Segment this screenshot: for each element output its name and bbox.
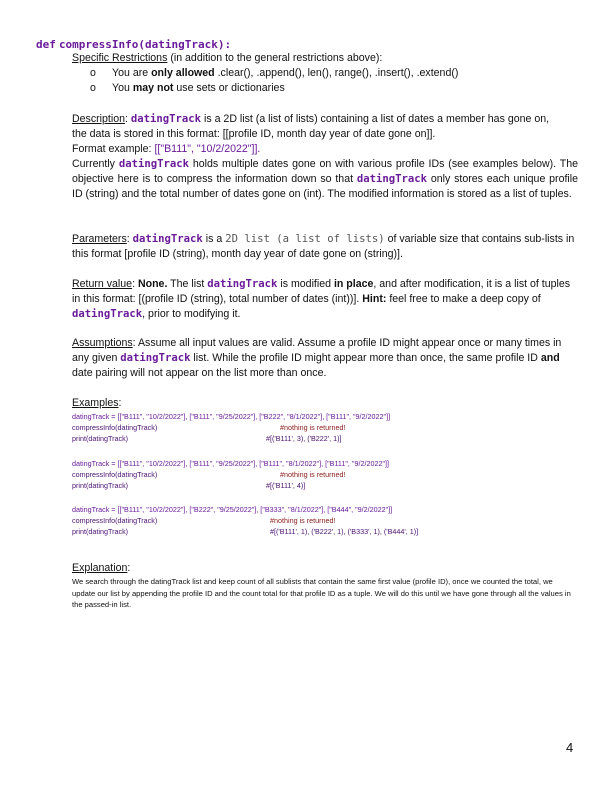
restrictions-label: Specific Restrictions [72, 52, 168, 64]
example-3-call: compressInfo(datingTrack) [72, 516, 158, 525]
description-label: Description [72, 113, 125, 125]
return-value-paragraph: Return value: None. The list datingTrack is modified in place, and after modification, it is a list of tuples in this format: [(profile ID (string), total number of dates (int))]. Hint: feel free to make a deep copy of datingTrack, prior to modifying it. [72, 278, 571, 320]
example-2-call: compressInfo(datingTrack) [72, 470, 158, 479]
format-example: [["B111", "10/2/2022"]]. [154, 143, 261, 155]
example-2-assign: datingTrack = [["B111", "10/2/2022"], ["B111", "9/25/2022"], ["B111", "8/1/2022"], ["B111", "9/2/2022"]] [72, 459, 390, 468]
return-value-label: Return value [72, 278, 133, 290]
example-2-print-comment: #[('B111', 4)] [266, 481, 306, 490]
function-signature: compressInfo(datingTrack): [58, 38, 232, 51]
restriction-bullet-1: o You are only allowed .clear(), .append(), len(), range(), .insert(), .extend() [90, 67, 459, 79]
restrictions-heading [72, 51, 578, 66]
page-number: 4 [566, 740, 574, 755]
example-2-print: print(datingTrack) [72, 481, 129, 490]
bullet-circle-icon: o [90, 67, 96, 79]
example-1-print: print(datingTrack) [72, 434, 129, 443]
bullet-circle-icon: o [90, 82, 96, 94]
assumptions-paragraph: Assumptions: Assume all input values are valid. Assume a profile ID might appear once or many times in any given datingTrack list. While the profile ID might appear more than once, the same profile ID and date pairing will not appear on the list more than once. [72, 337, 562, 379]
parameters-label: Parameters [72, 233, 127, 245]
example-3-print-comment: #[('B111', 1), ('B222', 1), ('B333', 1), ('B444', 1)] [270, 527, 419, 536]
example-1-print-comment: #[('B111', 3), ('B222', 1)] [266, 434, 342, 443]
explanation-heading: Explanation: [72, 562, 131, 574]
explanation-text: We search through the datingTrack list and keep count of all sublists that contain the same first value (profile ID), once we counted the total, we update our list by appending the profile ID and the count total for that profile ID as a tuple. We will do this until we have gone through all the values in the passed-in list. [72, 577, 571, 609]
restrictions-suffix: (in addition to the general restrictions above): [167, 52, 383, 64]
function-header [36, 38, 231, 51]
def-keyword: def [36, 38, 56, 51]
example-1-call-comment: #nothing is returned! [280, 423, 346, 432]
example-3-assign: datingTrack = [["B111", "10/2/2022"], ["B222", "9/25/2022"], ["B333", "8/1/2022"], ["B444", "9/2/2022"]] [72, 505, 393, 514]
assumptions-label: Assumptions [72, 337, 133, 349]
description-paragraph: Description: datingTrack is a 2D list (a list of lists) containing a list of dates a member has gone on, the data is stored in this format: [[profile ID, month day year of date gone on]]. Format example: [["B111", "10/2/2022"]]. Currently datingTrack holds multiple dates gone on with various profile IDs (see examples below). The objective here is to compress the information down so that datingTrack only stores each unique profile ID (string) and the total number of dates gone on (int). The modified information is stored as a list of tuples. [72, 113, 579, 200]
example-3-call-comment: #nothing is returned! [270, 516, 336, 525]
param-type-code: 2D list (a list of lists) [225, 233, 385, 245]
restriction-bullet-2: o You may not use sets or dictionaries [90, 82, 285, 94]
example-1-assign: datingTrack = [["B111", "10/2/2022"], ["B111", "9/25/2022"], ["B222", "8/1/2022"], ["B111", "9/2/2022"]] [72, 412, 391, 421]
examples-heading: Examples: [72, 397, 122, 409]
var-datingTrack: datingTrack [130, 113, 202, 125]
example-2-call-comment: #nothing is returned! [280, 470, 346, 479]
example-1-call: compressInfo(datingTrack) [72, 423, 158, 432]
parameters-paragraph: Parameters: datingTrack is a 2D list (a list of lists) of variable size that contains sub-lists in this format [profile ID (string), month day year of date gone on (string)]. [72, 233, 575, 260]
example-3-print: print(datingTrack) [72, 527, 129, 536]
